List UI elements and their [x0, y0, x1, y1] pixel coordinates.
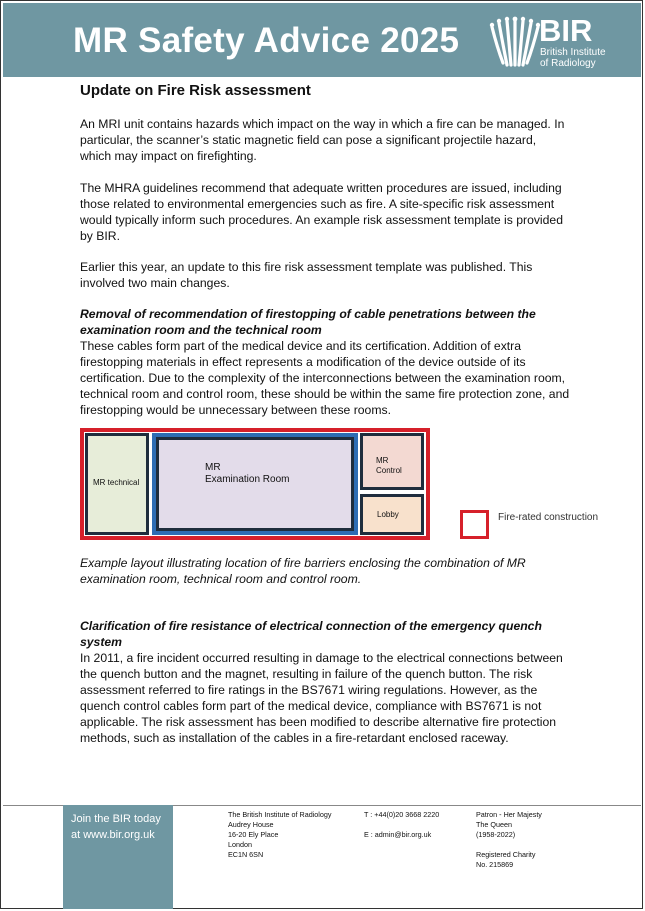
diagram-caption: Example layout illustrating location of fire barriers enclosing the combination of MR examination room, technical room and control room. — [80, 556, 526, 586]
room-lobby — [360, 494, 424, 535]
section-2-title: Clarification of fire resistance of electrical connection of the emergency quench system — [80, 619, 542, 649]
footer-email[interactable]: E : admin@bir.org.uk — [364, 830, 432, 839]
charity-line: Registered Charity — [476, 850, 536, 859]
room-mr-examination — [156, 437, 354, 531]
patron-line: The Queen — [476, 820, 512, 829]
join-line-1: Join the BIR today — [71, 813, 161, 825]
article-heading: Update on Fire Risk assessment — [80, 82, 311, 99]
room-exam-label-line-1: MR — [205, 462, 221, 473]
address-line: EC1N 6SN — [228, 850, 264, 859]
join-text[interactable] — [71, 811, 171, 843]
bir-logo-mark — [487, 15, 543, 69]
section-1 — [80, 306, 570, 418]
address-line: London — [228, 840, 252, 849]
room-control-label-line-1: MR — [376, 456, 389, 465]
patron-line: Patron - Her Majesty — [476, 810, 542, 819]
room-mr-control — [360, 433, 424, 490]
room-control-label-line-2: Control — [376, 466, 402, 475]
section-2-body: In 2011, a fire incident occurred resulting in damage to the electrical connections between the quench button and the magnet, resulting in failure of the quench button. The risk assessment referred to fire ratings in the BS7671 wiring regulations. However, as the quench control cables form part of the medical device, compliance with BS7671 is not applicable. The risk assessment has been modified to describe alternative fire protection methods, such as installation of the cables in a fire-retardant enclosed raceway. — [80, 651, 563, 745]
logo-text: BIR — [539, 13, 593, 48]
logo-subtitle-line-1: British Institute — [540, 47, 606, 58]
footer-contact — [364, 810, 439, 840]
section-1-body: These cables form part of the medical device and its certification. Addition of extra firestopping materials in effect represents a modification of the device outside of its certification. Due to the complexity of the interconnections between the examination room, technical room and control room, these should be within the same fire protection zone, and firestopping would be unnecessary between these rooms. — [80, 339, 570, 417]
page-title: MR Safety Advice 2025 — [73, 21, 460, 60]
room-mr-examination-label — [205, 462, 289, 486]
address-line: Audrey House — [228, 820, 274, 829]
paragraph-3: Earlier this year, an update to this fire risk assessment template was published. This involved two main changes. — [80, 260, 533, 290]
join-panel[interactable] — [63, 805, 173, 909]
room-mr-technical — [85, 433, 149, 535]
fire-barrier-diagram — [80, 428, 430, 540]
address-line: 16-20 Ely Place — [228, 830, 279, 839]
logo-subtitle-line-2: of Radiology — [540, 58, 596, 69]
section-1-title: Removal of recommendation of firestopping of cable penetrations between the examination room and the technical room — [80, 307, 536, 337]
room-exam-label-line-2: Examination Room — [205, 474, 290, 485]
room-lobby-label: Lobby — [377, 510, 399, 519]
patron-line: (1958-2022) — [476, 830, 516, 839]
footer-address — [228, 810, 331, 860]
paragraph-2: The MHRA guidelines recommend that adequate written procedures are issued, including those related to environmental emergencies such as fire. A site-specific risk assessment would typically inform such procedures. An example risk assessment template is provided by BIR. — [80, 181, 563, 243]
footer-patron — [476, 810, 542, 870]
paragraph-1: An MRI unit contains hazards which impact on the way in which a fire can be managed. In particular, the scanner’s static magnetic field can pose a significant projectile hazard, which may impact on firefighting. — [80, 117, 565, 163]
bir-logo — [487, 13, 607, 71]
legend-fire-rated-label: Fire-rated construction — [498, 512, 599, 523]
header-banner — [3, 3, 641, 77]
join-website-link[interactable]: at www.bir.org.uk — [71, 829, 155, 841]
room-mr-control-label — [376, 456, 402, 476]
footer-telephone[interactable]: T : +44(0)20 3668 2220 — [364, 810, 440, 819]
address-line: The British Institute of Radiology — [228, 810, 332, 819]
charity-line: No. 215869 — [476, 860, 514, 869]
room-mr-technical-label: MR technical — [93, 478, 140, 487]
section-2 — [80, 618, 570, 746]
logo-subtitle — [540, 47, 610, 69]
legend-fire-rated-swatch — [460, 510, 489, 539]
